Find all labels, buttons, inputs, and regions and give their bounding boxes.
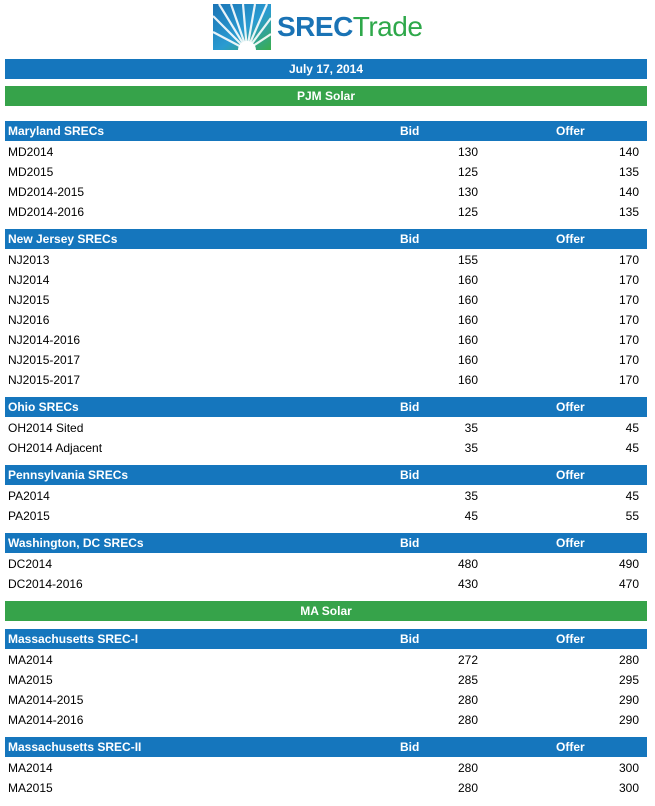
row-bid: 155 <box>457 253 478 267</box>
table-row <box>5 369 647 389</box>
row-name: MD2014-2016 <box>8 205 85 219</box>
market-header <box>5 533 647 553</box>
row-offer: 45 <box>625 421 639 435</box>
row-bid: 280 <box>457 713 478 727</box>
offer-header: Offer <box>556 400 585 414</box>
row-name: NJ2014-2016 <box>8 333 81 347</box>
row-bid: 35 <box>464 441 478 455</box>
date-bar <box>5 59 647 79</box>
logo-srec-text: SREC <box>277 11 353 42</box>
table-row <box>5 709 647 729</box>
row-name: OH2014 Adjacent <box>8 441 103 455</box>
market-name: Massachusetts SREC-I <box>8 632 139 646</box>
row-bid: 280 <box>457 693 478 707</box>
bid-header: Bid <box>400 232 420 246</box>
table-row <box>5 573 647 593</box>
row-offer: 55 <box>625 509 639 523</box>
offer-header: Offer <box>556 468 585 482</box>
row-bid: 130 <box>457 145 478 159</box>
row-offer: 490 <box>618 557 639 571</box>
row-bid: 125 <box>457 205 478 219</box>
table-row <box>5 309 647 329</box>
bid-header: Bid <box>400 468 420 482</box>
row-bid: 280 <box>457 781 478 795</box>
bid-header: Bid <box>400 536 420 550</box>
row-name: MD2015 <box>8 165 54 179</box>
bid-header: Bid <box>400 740 420 754</box>
row-name: PA2015 <box>8 509 50 523</box>
table-row <box>5 249 647 269</box>
row-offer: 170 <box>618 273 639 287</box>
market-header <box>5 397 647 417</box>
offer-header: Offer <box>556 232 585 246</box>
row-name: MA2014-2015 <box>8 693 84 707</box>
row-name: OH2014 Sited <box>8 421 84 435</box>
row-bid: 125 <box>457 165 478 179</box>
table-row <box>5 417 647 437</box>
table-row <box>5 553 647 573</box>
table-row <box>5 181 647 201</box>
row-offer: 170 <box>618 293 639 307</box>
table-row <box>5 329 647 349</box>
row-offer: 140 <box>618 185 639 199</box>
logo-trade-text: Trade <box>352 11 423 42</box>
market-header <box>5 121 647 141</box>
row-name: NJ2015 <box>8 293 50 307</box>
row-bid: 430 <box>457 577 478 591</box>
row-name: MD2014 <box>8 145 54 159</box>
row-name: PA2014 <box>8 489 50 503</box>
row-bid: 130 <box>457 185 478 199</box>
row-name: DC2014 <box>8 557 53 571</box>
market-maryland <box>5 121 647 221</box>
table-row <box>5 669 647 689</box>
table-row <box>5 437 647 457</box>
row-offer: 300 <box>618 781 639 795</box>
row-bid: 35 <box>464 489 478 503</box>
market-ohio <box>5 397 647 457</box>
market-header <box>5 737 647 757</box>
row-offer: 170 <box>618 353 639 367</box>
row-bid: 45 <box>464 509 478 523</box>
row-name: NJ2015-2017 <box>8 373 81 387</box>
row-name: NJ2014 <box>8 273 50 287</box>
market-header <box>5 629 647 649</box>
row-offer: 290 <box>618 713 639 727</box>
sunburst-logo-icon <box>213 4 271 50</box>
table-row <box>5 349 647 369</box>
market-massachusetts-srec-ii <box>5 737 647 797</box>
market-new-jersey <box>5 229 647 389</box>
logo-wordmark <box>277 4 422 50</box>
offer-header: Offer <box>556 632 585 646</box>
row-offer: 170 <box>618 313 639 327</box>
row-bid: 272 <box>457 653 478 667</box>
table-row <box>5 201 647 221</box>
row-bid: 285 <box>457 673 478 687</box>
row-name: NJ2013 <box>8 253 50 267</box>
row-offer: 45 <box>625 441 639 455</box>
row-name: MA2014 <box>8 653 53 667</box>
market-name: Maryland SRECs <box>8 124 105 138</box>
offer-header: Offer <box>556 536 585 550</box>
row-offer: 140 <box>618 145 639 159</box>
row-bid: 480 <box>457 557 478 571</box>
market-name: Ohio SRECs <box>8 400 79 414</box>
row-bid: 160 <box>457 373 478 387</box>
table-row <box>5 649 647 669</box>
bid-header: Bid <box>400 632 420 646</box>
table-row <box>5 141 647 161</box>
table-row <box>5 689 647 709</box>
row-offer: 295 <box>618 673 639 687</box>
market-washington-dc <box>5 533 647 593</box>
date-label: July 17, 2014 <box>288 62 364 76</box>
table-row <box>5 505 647 525</box>
row-offer: 170 <box>618 333 639 347</box>
market-massachusetts-srec-i <box>5 629 647 729</box>
row-offer: 280 <box>618 653 639 667</box>
market-pennsylvania <box>5 465 647 525</box>
row-name: MA2015 <box>8 781 53 795</box>
row-offer: 170 <box>618 253 639 267</box>
group-title: MA Solar <box>300 604 352 618</box>
row-bid: 35 <box>464 421 478 435</box>
offer-header: Offer <box>556 124 585 138</box>
row-bid: 160 <box>457 273 478 287</box>
row-name: NJ2015-2017 <box>8 353 81 367</box>
row-offer: 135 <box>618 165 639 179</box>
row-offer: 470 <box>618 577 639 591</box>
row-name: MA2015 <box>8 673 53 687</box>
market-name: New Jersey SRECs <box>8 232 118 246</box>
row-name: MA2014 <box>8 761 53 775</box>
row-name: NJ2016 <box>8 313 50 327</box>
market-name: Washington, DC SRECs <box>8 536 144 550</box>
table-row <box>5 485 647 505</box>
market-name: Pennsylvania SRECs <box>8 468 129 482</box>
group-bar-ma-solar <box>5 601 647 621</box>
row-name: MD2014-2015 <box>8 185 85 199</box>
row-offer: 290 <box>618 693 639 707</box>
market-name: Massachusetts SREC-II <box>8 740 142 754</box>
bid-header: Bid <box>400 400 420 414</box>
row-offer: 45 <box>625 489 639 503</box>
row-bid: 280 <box>457 761 478 775</box>
table-row <box>5 757 647 777</box>
market-header <box>5 229 647 249</box>
row-name: DC2014-2016 <box>8 577 83 591</box>
market-header <box>5 465 647 485</box>
row-bid: 160 <box>457 333 478 347</box>
row-name: MA2014-2016 <box>8 713 84 727</box>
row-bid: 160 <box>457 293 478 307</box>
table-row <box>5 269 647 289</box>
table-row <box>5 289 647 309</box>
row-bid: 160 <box>457 313 478 327</box>
group-title: PJM Solar <box>296 89 356 103</box>
table-row <box>5 161 647 181</box>
bid-header: Bid <box>400 124 420 138</box>
row-bid: 160 <box>457 353 478 367</box>
row-offer: 170 <box>618 373 639 387</box>
offer-header: Offer <box>556 740 585 754</box>
table-row <box>5 777 647 797</box>
srectrade-logo <box>213 4 422 50</box>
row-offer: 135 <box>618 205 639 219</box>
group-bar-pjm-solar <box>5 86 647 106</box>
row-offer: 300 <box>618 761 639 775</box>
